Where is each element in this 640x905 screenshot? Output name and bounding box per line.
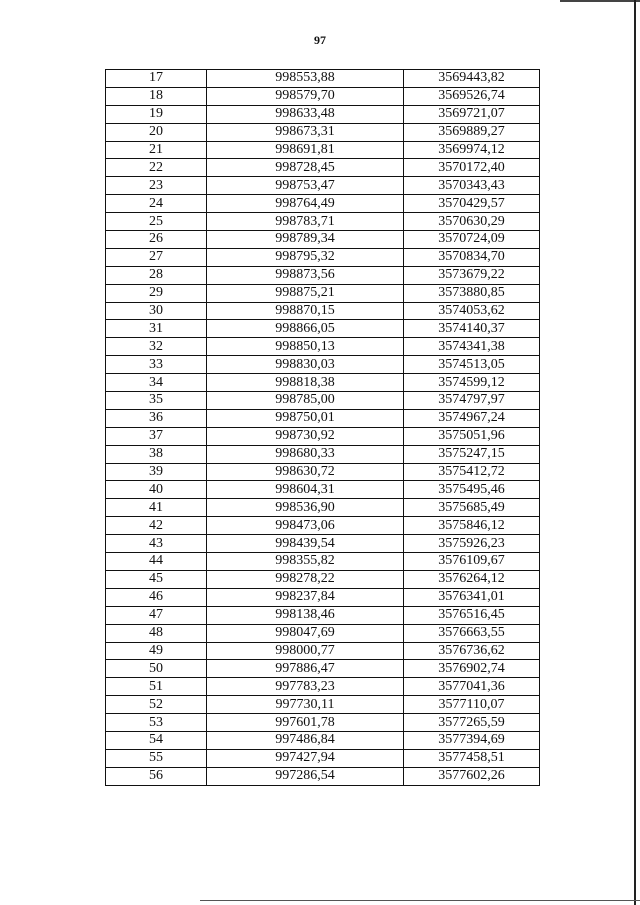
- x-coordinate-cell: 998866,05: [207, 320, 404, 338]
- y-coordinate-cell: 3575926,23: [404, 535, 540, 553]
- x-coordinate-cell: 998870,15: [207, 302, 404, 320]
- y-coordinate-cell: 3577041,36: [404, 678, 540, 696]
- x-coordinate-cell: 998753,47: [207, 177, 404, 195]
- y-coordinate-cell: 3569974,12: [404, 141, 540, 159]
- point-number-cell: 40: [106, 481, 207, 499]
- point-number-cell: 38: [106, 445, 207, 463]
- y-coordinate-cell: 3574341,38: [404, 338, 540, 356]
- y-coordinate-cell: 3576902,74: [404, 660, 540, 678]
- x-coordinate-cell: 998673,31: [207, 123, 404, 141]
- point-number-cell: 47: [106, 606, 207, 624]
- point-number-cell: 30: [106, 302, 207, 320]
- table-row: [106, 284, 540, 302]
- y-coordinate-cell: 3577602,26: [404, 767, 540, 785]
- table-row: [106, 463, 540, 481]
- table-row: [106, 642, 540, 660]
- table-row: [106, 731, 540, 749]
- y-coordinate-cell: 3576109,67: [404, 553, 540, 571]
- table-row: [106, 231, 540, 249]
- y-coordinate-cell: 3575051,96: [404, 427, 540, 445]
- x-coordinate-cell: 998138,46: [207, 606, 404, 624]
- point-number-cell: 31: [106, 320, 207, 338]
- point-number-cell: 49: [106, 642, 207, 660]
- point-number-cell: 35: [106, 392, 207, 410]
- y-coordinate-cell: 3574599,12: [404, 374, 540, 392]
- table-row: [106, 481, 540, 499]
- point-number-cell: 25: [106, 213, 207, 231]
- table-row: [106, 356, 540, 374]
- y-coordinate-cell: 3573679,22: [404, 266, 540, 284]
- point-number-cell: 33: [106, 356, 207, 374]
- point-number-cell: 19: [106, 105, 207, 123]
- y-coordinate-cell: 3577458,51: [404, 749, 540, 767]
- x-coordinate-cell: 998873,56: [207, 266, 404, 284]
- point-number-cell: 42: [106, 517, 207, 535]
- point-number-cell: 41: [106, 499, 207, 517]
- point-number-cell: 56: [106, 767, 207, 785]
- table-row: [106, 696, 540, 714]
- y-coordinate-cell: 3573880,85: [404, 284, 540, 302]
- table-row: [106, 141, 540, 159]
- point-number-cell: 27: [106, 248, 207, 266]
- x-coordinate-cell: 998553,88: [207, 70, 404, 88]
- x-coordinate-cell: 998691,81: [207, 141, 404, 159]
- table-row: [106, 374, 540, 392]
- table-row: [106, 159, 540, 177]
- x-coordinate-cell: 998850,13: [207, 338, 404, 356]
- table-row: [106, 517, 540, 535]
- y-coordinate-cell: 3569526,74: [404, 87, 540, 105]
- point-number-cell: 29: [106, 284, 207, 302]
- point-number-cell: 32: [106, 338, 207, 356]
- x-coordinate-cell: 998830,03: [207, 356, 404, 374]
- y-coordinate-cell: 3577394,69: [404, 731, 540, 749]
- table-row: [106, 749, 540, 767]
- table-row: [106, 248, 540, 266]
- table-row: [106, 660, 540, 678]
- y-coordinate-cell: 3575247,15: [404, 445, 540, 463]
- point-number-cell: 52: [106, 696, 207, 714]
- y-coordinate-cell: 3575495,46: [404, 481, 540, 499]
- table-row: [106, 624, 540, 642]
- point-number-cell: 23: [106, 177, 207, 195]
- table-row: [106, 338, 540, 356]
- x-coordinate-cell: 998579,70: [207, 87, 404, 105]
- x-coordinate-cell: 998278,22: [207, 570, 404, 588]
- table-row: [106, 266, 540, 284]
- x-coordinate-cell: 997286,54: [207, 767, 404, 785]
- y-coordinate-cell: 3574140,37: [404, 320, 540, 338]
- x-coordinate-cell: 998355,82: [207, 553, 404, 571]
- x-coordinate-cell: 997730,11: [207, 696, 404, 714]
- y-coordinate-cell: 3569889,27: [404, 123, 540, 141]
- table-row: [106, 445, 540, 463]
- y-coordinate-cell: 3569721,07: [404, 105, 540, 123]
- table-row: [106, 70, 540, 88]
- page-edge-right: [634, 0, 636, 905]
- y-coordinate-cell: 3577265,59: [404, 714, 540, 732]
- x-coordinate-cell: 998473,06: [207, 517, 404, 535]
- table-row: [106, 87, 540, 105]
- table-row: [106, 123, 540, 141]
- point-number-cell: 34: [106, 374, 207, 392]
- x-coordinate-cell: 998536,90: [207, 499, 404, 517]
- table-row: [106, 499, 540, 517]
- page-edge-bottom: [200, 900, 640, 901]
- table-row: [106, 535, 540, 553]
- x-coordinate-cell: 998789,34: [207, 231, 404, 249]
- point-number-cell: 26: [106, 231, 207, 249]
- x-coordinate-cell: 997886,47: [207, 660, 404, 678]
- point-number-cell: 39: [106, 463, 207, 481]
- table-row: [106, 714, 540, 732]
- y-coordinate-cell: 3570834,70: [404, 248, 540, 266]
- x-coordinate-cell: 998764,49: [207, 195, 404, 213]
- table-row: [106, 302, 540, 320]
- x-coordinate-cell: 998630,72: [207, 463, 404, 481]
- point-number-cell: 17: [106, 70, 207, 88]
- point-number-cell: 53: [106, 714, 207, 732]
- x-coordinate-cell: 998875,21: [207, 284, 404, 302]
- x-coordinate-cell: 997601,78: [207, 714, 404, 732]
- page-edge-top: [560, 0, 640, 2]
- point-number-cell: 54: [106, 731, 207, 749]
- x-coordinate-cell: 998439,54: [207, 535, 404, 553]
- point-number-cell: 44: [106, 553, 207, 571]
- y-coordinate-cell: 3576736,62: [404, 642, 540, 660]
- table-row: [106, 320, 540, 338]
- point-number-cell: 43: [106, 535, 207, 553]
- point-number-cell: 22: [106, 159, 207, 177]
- y-coordinate-cell: 3574797,97: [404, 392, 540, 410]
- point-number-cell: 18: [106, 87, 207, 105]
- x-coordinate-cell: 998795,32: [207, 248, 404, 266]
- table-row: [106, 570, 540, 588]
- y-coordinate-cell: 3576516,45: [404, 606, 540, 624]
- y-coordinate-cell: 3570343,43: [404, 177, 540, 195]
- y-coordinate-cell: 3576341,01: [404, 588, 540, 606]
- point-number-cell: 45: [106, 570, 207, 588]
- coordinates-table: [105, 69, 540, 786]
- table-row: [106, 427, 540, 445]
- y-coordinate-cell: 3574513,05: [404, 356, 540, 374]
- y-coordinate-cell: 3574053,62: [404, 302, 540, 320]
- y-coordinate-cell: 3577110,07: [404, 696, 540, 714]
- x-coordinate-cell: 998818,38: [207, 374, 404, 392]
- y-coordinate-cell: 3570429,57: [404, 195, 540, 213]
- x-coordinate-cell: 997486,84: [207, 731, 404, 749]
- y-coordinate-cell: 3576663,55: [404, 624, 540, 642]
- point-number-cell: 55: [106, 749, 207, 767]
- page-number: 97: [314, 33, 326, 47]
- coordinates-table-body: [106, 70, 540, 786]
- x-coordinate-cell: 998604,31: [207, 481, 404, 499]
- table-row: [106, 588, 540, 606]
- x-coordinate-cell: 997427,94: [207, 749, 404, 767]
- y-coordinate-cell: 3574967,24: [404, 409, 540, 427]
- x-coordinate-cell: 998047,69: [207, 624, 404, 642]
- point-number-cell: 50: [106, 660, 207, 678]
- table-row: [106, 678, 540, 696]
- table-row: [106, 105, 540, 123]
- x-coordinate-cell: 997783,23: [207, 678, 404, 696]
- table-row: [106, 213, 540, 231]
- y-coordinate-cell: 3570724,09: [404, 231, 540, 249]
- point-number-cell: 51: [106, 678, 207, 696]
- y-coordinate-cell: 3575685,49: [404, 499, 540, 517]
- y-coordinate-cell: 3570172,40: [404, 159, 540, 177]
- point-number-cell: 36: [106, 409, 207, 427]
- table-row: [106, 392, 540, 410]
- table-row: [106, 553, 540, 571]
- x-coordinate-cell: 998680,33: [207, 445, 404, 463]
- x-coordinate-cell: 998750,01: [207, 409, 404, 427]
- x-coordinate-cell: 998633,48: [207, 105, 404, 123]
- table-row: [106, 195, 540, 213]
- point-number-cell: 46: [106, 588, 207, 606]
- point-number-cell: 48: [106, 624, 207, 642]
- table-row: [106, 606, 540, 624]
- y-coordinate-cell: 3576264,12: [404, 570, 540, 588]
- x-coordinate-cell: 998785,00: [207, 392, 404, 410]
- x-coordinate-cell: 998730,92: [207, 427, 404, 445]
- point-number-cell: 37: [106, 427, 207, 445]
- x-coordinate-cell: 998237,84: [207, 588, 404, 606]
- point-number-cell: 21: [106, 141, 207, 159]
- table-row: [106, 177, 540, 195]
- point-number-cell: 24: [106, 195, 207, 213]
- point-number-cell: 20: [106, 123, 207, 141]
- y-coordinate-cell: 3570630,29: [404, 213, 540, 231]
- y-coordinate-cell: 3569443,82: [404, 70, 540, 88]
- y-coordinate-cell: 3575412,72: [404, 463, 540, 481]
- point-number-cell: 28: [106, 266, 207, 284]
- y-coordinate-cell: 3575846,12: [404, 517, 540, 535]
- x-coordinate-cell: 998728,45: [207, 159, 404, 177]
- x-coordinate-cell: 998783,71: [207, 213, 404, 231]
- table-row: [106, 409, 540, 427]
- x-coordinate-cell: 998000,77: [207, 642, 404, 660]
- table-row: [106, 767, 540, 785]
